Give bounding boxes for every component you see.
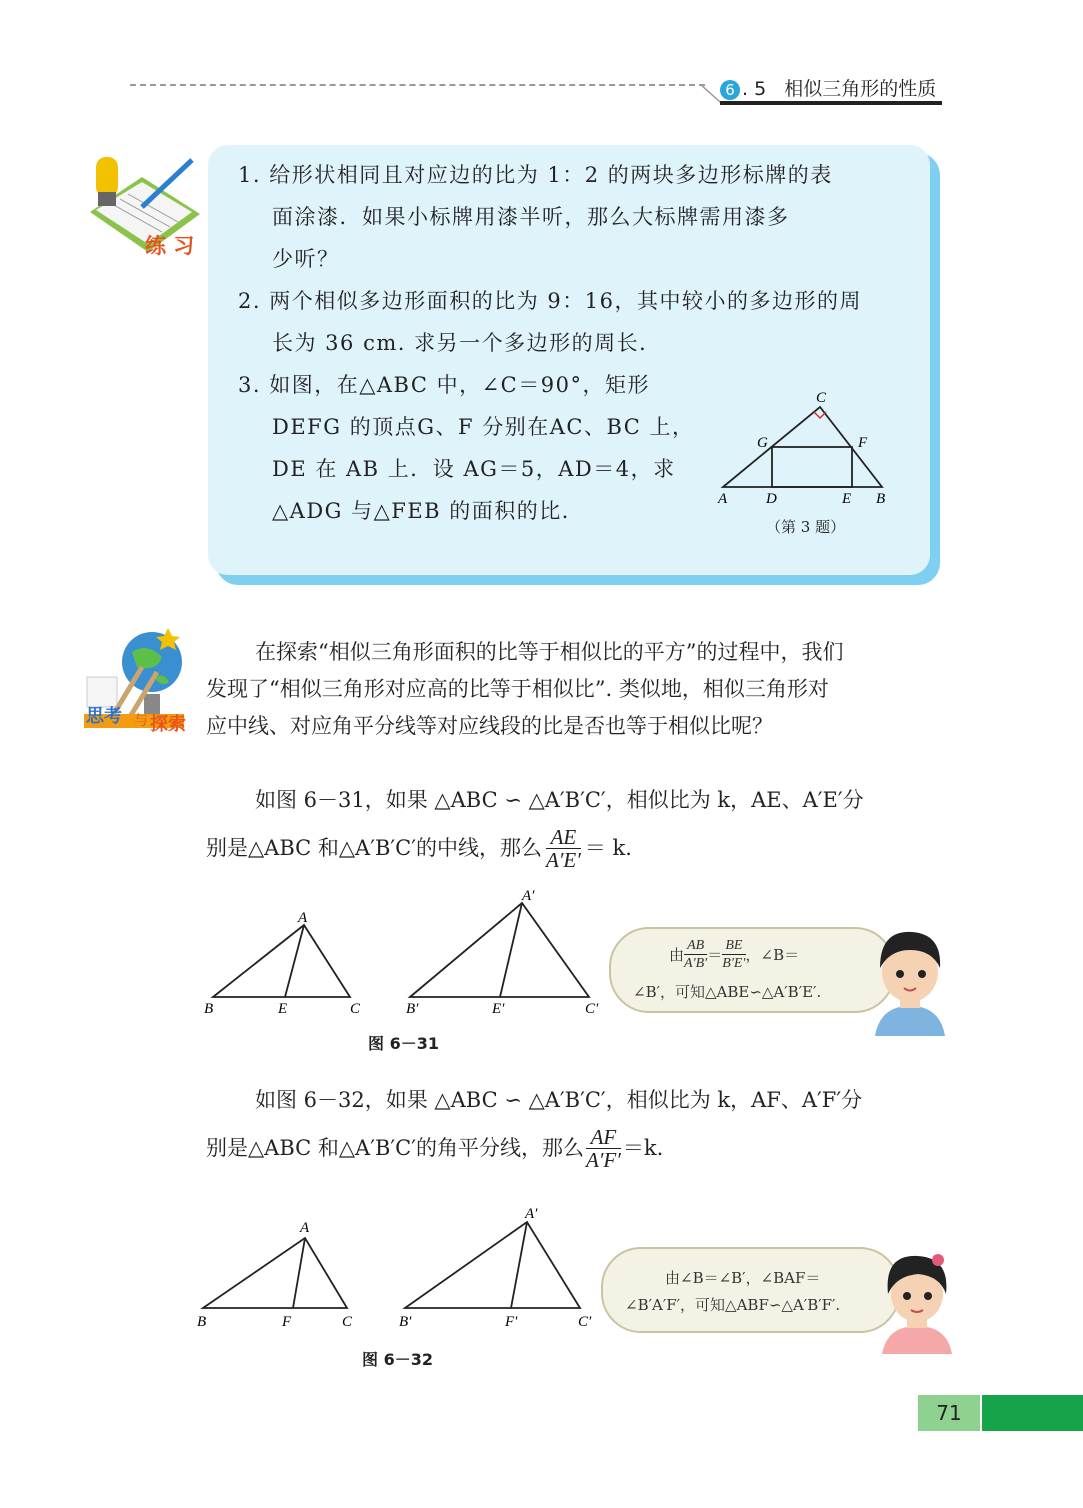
fig631-tri2-B: B′ (406, 1001, 419, 1017)
bisector-fraction-numerator: AF (586, 1126, 621, 1149)
median-paragraph-line-1: 如图 6－31，如果 △ABC ∽ △A′B′C′，相似比为 k，AE、A′E′分 (255, 788, 864, 812)
median-fraction-numerator: AE (546, 826, 581, 849)
page-number: 71 (918, 1395, 980, 1431)
section-header (720, 74, 936, 102)
bubble-median-prefix: 由 (669, 946, 685, 964)
figure-6-31 (200, 885, 610, 1020)
fig632-tri2-C: C′ (578, 1314, 592, 1330)
explore-label-think: 思考 (86, 706, 122, 727)
fig632-tri2-B: B′ (399, 1314, 412, 1330)
fig632-tri1-A: A (300, 1220, 310, 1236)
hint-bubble-median (609, 927, 895, 1013)
bisector-ratio-fraction (586, 1126, 621, 1171)
fig3-label-C: C (816, 390, 827, 406)
fig631-tri1-C: C (350, 1001, 361, 1017)
bisector-fraction-denominator: A′F′ (586, 1148, 621, 1172)
bubble-bisector-line-2: ∠B′A′F′，可知△ABF∽△A′B′F′. (625, 1296, 841, 1314)
bubble-median-line-1 (669, 937, 799, 972)
fig632-tri2-F: F′ (505, 1314, 518, 1330)
bubble-fraction-be (722, 937, 745, 972)
fig3-label-A: A (718, 491, 728, 507)
bubble-bisector-line-1: 由∠B＝∠B′，∠BAF＝ (665, 1269, 821, 1287)
exercise-item-1-line-3: 少听？ (272, 247, 340, 271)
median-line-2-text: 别是△ABC 和△A′B′C′的中线，那么 (206, 836, 542, 860)
bubble-fraction-ab-den: A′B′ (684, 956, 708, 971)
bisector-line-2-end: ＝k. (622, 1136, 664, 1160)
median-line-2-end: ＝ k. (584, 836, 632, 860)
fig632-tri1-F: F (282, 1314, 292, 1330)
figure-6-31-caption: 图 6－31 (368, 1034, 439, 1053)
fig632-tri1-C: C (342, 1314, 353, 1330)
exercise-3-figure (710, 385, 900, 510)
fig631-tri2-C: C′ (585, 1001, 599, 1017)
fig632-tri1-B: B (197, 1314, 207, 1330)
exercise-item-1-line-2: 面涂漆．如果小标牌用漆半听，那么大标牌需用漆多 (272, 205, 790, 229)
girl-avatar (878, 1250, 956, 1354)
bubble-fraction-be-den: B′E′ (722, 956, 746, 971)
exercise-item-1-line-1: 1. 给形状相同且对应边的比为 1：2 的两块多边形标牌的表 (238, 163, 833, 187)
section-number-badge: 6 (720, 80, 740, 100)
median-ratio-fraction (546, 826, 581, 871)
exercise-item-3-line-3: DE 在 AB 上．设 AG＝5，AD＝4，求 (272, 457, 676, 481)
explore-paragraph-line-1: 在探索“相似三角形面积的比等于相似比的平方”的过程中，我们 (255, 640, 844, 664)
explore-label-explore: 探索 (150, 714, 186, 735)
bubble-fraction-ab (684, 937, 707, 972)
exercise-3-figure-caption: （第 3 题） (766, 518, 846, 536)
exercise-icon-label: 练 习 (145, 234, 195, 258)
bisector-paragraph-line-2 (206, 1126, 663, 1171)
exercise-item-3-line-4: △ADG 与△FEB 的面积的比． (272, 499, 585, 523)
fig3-label-D: D (766, 491, 777, 507)
bubble-median-l1-rest: ，∠B＝ (745, 946, 800, 964)
median-paragraph-line-2 (206, 826, 632, 871)
fig3-label-G: G (757, 435, 768, 451)
bisector-paragraph-line-1: 如图 6－32，如果 △ABC ∽ △A′B′C′，相似比为 k，AF、A′F′分 (255, 1088, 863, 1112)
explore-paragraph-line-2: 发现了“相似三角形对应高的比等于相似比”. 类似地，相似三角形对 (206, 677, 829, 701)
header-underline (720, 101, 942, 105)
figure-6-32 (195, 1200, 605, 1335)
explore-label-and: 与 (134, 713, 148, 729)
header-dashed-line (130, 84, 705, 86)
explore-paragraph-line-3: 应中线、对应角平分线等对应线段的比是否也等于相似比呢？ (206, 714, 773, 738)
bubble-fraction-be-num: BE (722, 937, 745, 955)
fig631-tri2-A: A′ (522, 888, 535, 904)
fig3-label-F: F (858, 435, 868, 451)
exercise-item-3-line-1: 3. 如图，在△ABC 中，∠C＝90°，矩形 (238, 373, 650, 397)
fig631-tri1-B: B (204, 1001, 214, 1017)
bubble-median-eq: ＝ (707, 946, 723, 964)
median-fraction-denominator: A′E′ (546, 848, 581, 872)
fig632-tri2-A: A′ (525, 1206, 538, 1222)
exercise-item-2-line-2: 长为 36 cm. 求另一个多边形的周长． (272, 331, 662, 355)
hint-bubble-bisector (601, 1247, 900, 1333)
section-title: 相似三角形的性质 (784, 78, 937, 100)
figure-6-32-caption: 图 6－32 (362, 1350, 433, 1369)
section-number-rest: . 5 (742, 78, 767, 100)
fig631-tri1-E: E (278, 1001, 288, 1017)
exercise-item-3-line-2: DEFG 的顶点G、F 分别在AC、BC 上， (272, 415, 695, 439)
page-number-bar (982, 1395, 1083, 1431)
bubble-fraction-ab-num: AB (684, 937, 707, 955)
fig631-tri1-A: A (298, 910, 308, 926)
fig3-label-B: B (876, 491, 886, 507)
boy-avatar (870, 928, 950, 1036)
fig631-tri2-E: E′ (492, 1001, 505, 1017)
bubble-median-line-2: ∠B′，可知△ABE∽△A′B′E′. (633, 983, 822, 1001)
fig3-label-E: E (842, 491, 852, 507)
bisector-line-2-text: 别是△ABC 和△A′B′C′的角平分线，那么 (206, 1136, 584, 1160)
exercise-item-2-line-1: 2. 两个相似多边形面积的比为 9：16，其中较小的多边形的周 (238, 289, 862, 313)
